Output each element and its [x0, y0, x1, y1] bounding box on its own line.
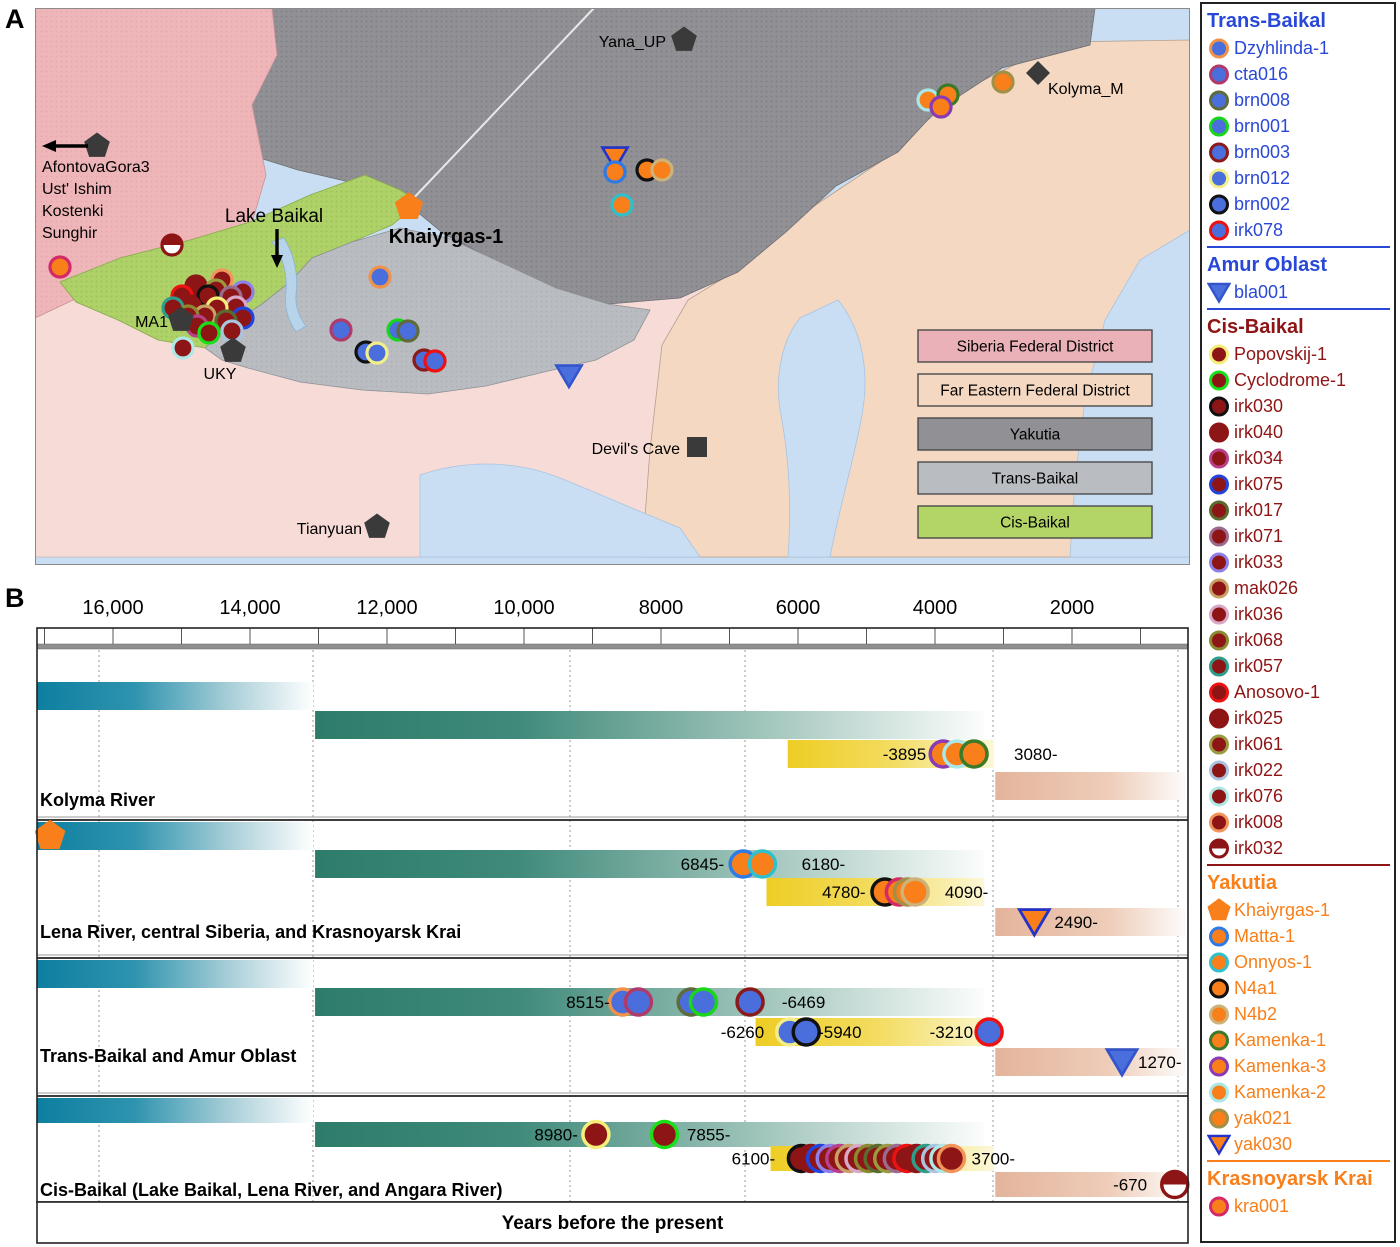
marker-icon: [1207, 394, 1231, 418]
panel-a-label: A: [5, 4, 25, 34]
marker-icon-shape: [1211, 1006, 1228, 1023]
map-marker-brn012: [367, 343, 387, 363]
map-region-legend-label: Siberia Federal District: [956, 338, 1114, 356]
legend-item-irk025: [1207, 705, 1394, 731]
marker-icon: [1207, 1132, 1231, 1156]
date-label: -3895: [882, 745, 927, 764]
marker-icon-shape: [1207, 898, 1230, 920]
marker-icon: [1207, 836, 1231, 860]
legend-item-label: Khaiyrgas-1: [1234, 899, 1331, 920]
legend-item-label: irk036: [1234, 603, 1284, 624]
legend-item-label: brn001: [1234, 115, 1291, 136]
legend-item-label: yak030: [1234, 1133, 1293, 1154]
legend-item-Matta-1: [1207, 923, 1394, 949]
timeline-row: [37, 955, 1188, 1076]
legend-item-label: kra001: [1234, 1195, 1290, 1216]
legend-item-label: cta016: [1234, 63, 1289, 84]
bar-teal: [37, 960, 313, 988]
marker-icon-shape: [1211, 980, 1228, 997]
marker-icon: [1207, 706, 1231, 730]
legend-item-irk033: [1207, 549, 1394, 575]
marker-icon: [1207, 1054, 1231, 1078]
marker-icon: [1207, 524, 1231, 548]
marker-icon-shape: [1211, 1198, 1228, 1215]
legend-item-label: irk076: [1234, 785, 1284, 806]
bar-teal: [37, 822, 313, 850]
site-label-Kolyma_M: Kolyma_M: [1048, 81, 1124, 98]
marker-icon: [1207, 628, 1231, 652]
legend-item-N4a1: [1207, 975, 1394, 1001]
date-label: 8515-: [566, 993, 610, 1012]
map-region-legend-item: [918, 506, 1152, 538]
marker-icon-shape: [1211, 684, 1228, 701]
timeline-marker-Kamenka-1: [961, 741, 987, 767]
axis-tick-label: 10,000: [493, 597, 555, 619]
date-label: -5940: [818, 1023, 862, 1042]
map-region-legend-item: [918, 418, 1152, 450]
marker-icon: [1207, 976, 1231, 1000]
marker-icon-shape: [1211, 144, 1228, 161]
panel-b-label: B: [5, 583, 25, 613]
map-marker-irk032: [162, 235, 182, 255]
marker-icon-shape: [1211, 658, 1228, 675]
legend-item-label: mak026: [1234, 577, 1299, 598]
marker-icon: [1207, 368, 1231, 392]
legend-section-title: Trans-Baikal: [1207, 9, 1326, 32]
marker-icon-shape: [1211, 814, 1228, 831]
marker-icon-shape: [1211, 580, 1228, 597]
timeline-marker-cta016: [625, 989, 651, 1015]
map-marker-irk078: [425, 351, 445, 371]
marker-icon-shape: [1211, 1110, 1228, 1127]
marker-icon-shape: [1211, 632, 1228, 649]
legend-item-label: brn012: [1234, 167, 1291, 188]
marker-icon: [1207, 88, 1231, 112]
legend-item-yak021: [1207, 1105, 1394, 1131]
legend-divider: [1207, 1160, 1390, 1162]
legend-item-label: N4b2: [1234, 1003, 1278, 1024]
timeline-marker-Cyclodrome-1: [651, 1122, 677, 1148]
legend-item-cta016: [1207, 61, 1394, 87]
legend-divider: [1207, 864, 1390, 866]
map-marker-cta016: [331, 320, 351, 340]
marker-icon: [1207, 732, 1231, 756]
axis-tick-label: 2000: [1049, 597, 1095, 619]
bar-dark: [315, 711, 984, 739]
legend-item-label: N4a1: [1234, 977, 1278, 998]
legend-section-title: Krasnoyarsk Krai: [1207, 1167, 1373, 1190]
marker-icon: [1207, 1002, 1231, 1026]
date-label: -670: [1113, 1175, 1148, 1195]
date-label: 1270-: [1138, 1053, 1182, 1072]
map-marker-Cyclodrome-1: [199, 323, 219, 343]
marker-icon-shape: [1209, 284, 1230, 302]
legend-item-label: irk030: [1234, 395, 1284, 416]
legend-item-mak026: [1207, 575, 1394, 601]
west-site-name: Sunghir: [42, 225, 98, 242]
legend-item-irk075: [1207, 471, 1394, 497]
legend-item-irk076: [1207, 783, 1394, 809]
legend-item-label: irk057: [1234, 655, 1284, 676]
legend-item-label: irk017: [1234, 499, 1284, 520]
map-region-legend-item: [918, 330, 1152, 362]
row-label: Cis-Baikal (Lake Baikal, Lena River, and Angara River): [40, 1180, 503, 1200]
axis-tick-label: 6000: [775, 597, 821, 619]
marker-icon: [1207, 420, 1231, 444]
date-label: 6100-: [731, 1149, 776, 1169]
marker-icon-shape: [1211, 1032, 1228, 1049]
bar-dark: [315, 850, 984, 878]
marker-icon-shape: [1211, 762, 1228, 779]
map-marker-N4b2: [652, 160, 672, 180]
row-label: Trans-Baikal and Amur Oblast: [40, 1046, 297, 1066]
legend-item-irk040: [1207, 419, 1394, 445]
legend-item-irk022: [1207, 757, 1394, 783]
map-marker-brn008: [398, 321, 418, 341]
legend-item-N4b2: [1207, 1001, 1394, 1027]
legend-item-label: brn002: [1234, 193, 1291, 214]
legend-item-brn008: [1207, 87, 1394, 113]
marker-icon: [1207, 1080, 1231, 1104]
marker-icon-shape: [1209, 1136, 1230, 1154]
marker-icon-shape: [1211, 528, 1228, 545]
axis-tick-label: 12,000: [356, 597, 418, 619]
marker-icon-shape: [1211, 40, 1228, 57]
legend-item-brn002: [1207, 191, 1394, 217]
legend-item-label: irk034: [1234, 447, 1284, 468]
timeline-marker-irk008: [938, 1146, 964, 1172]
marker-icon-shape: [1211, 788, 1228, 805]
marker-icon: [1207, 446, 1231, 470]
marker-icon-shape: [1211, 450, 1228, 467]
marker-icon: [1207, 1028, 1231, 1052]
legend-item-label: Kamenka-3: [1234, 1055, 1327, 1076]
marker-icon-shape: [1211, 606, 1228, 623]
marker-icon: [1207, 62, 1231, 86]
legend-item-label: Dzyhlinda-1: [1234, 37, 1330, 58]
legend-item-bla001: [1207, 279, 1394, 305]
legend-item-Anosovo-1: [1207, 679, 1394, 705]
legend-item-label: Matta-1: [1234, 925, 1296, 946]
marker-icon: [1207, 898, 1231, 922]
legend-item-irk034: [1207, 445, 1394, 471]
axis-tick-label: 14,000: [219, 597, 281, 619]
marker-icon: [1207, 550, 1231, 574]
site-label-MA1: MA1: [135, 314, 168, 331]
timeline-row: [37, 1093, 1188, 1200]
map-region-legend-label: Trans-Baikal: [991, 470, 1079, 488]
marker-icon: [1207, 654, 1231, 678]
legend-item-label: irk075: [1234, 473, 1284, 494]
marker-icon: [1207, 498, 1231, 522]
legend-item-Kamenka-3: [1207, 1053, 1394, 1079]
legend-item-label: irk022: [1234, 759, 1284, 780]
row-label: Kolyma River: [40, 790, 156, 810]
legend-section-title: Yakutia: [1207, 871, 1278, 894]
marker-icon-shape: [1211, 196, 1228, 213]
marker-icon-shape: [1211, 954, 1228, 971]
map-marker-Kamenka-3: [931, 97, 951, 117]
map-marker-Matta-1: [605, 162, 625, 182]
marker-icon-shape: [1211, 710, 1228, 727]
west-site-name: Kostenki: [42, 203, 104, 220]
legend-item-label: Anosovo-1: [1234, 681, 1321, 702]
legend-item-yak030: [1207, 1131, 1394, 1157]
legend-item-irk061: [1207, 731, 1394, 757]
marker-icon-shape: [1211, 92, 1228, 109]
legend-item-irk036: [1207, 601, 1394, 627]
marker-icon-shape: [1211, 346, 1228, 363]
legend-divider: [1207, 246, 1390, 248]
legend-item-label: yak021: [1234, 1107, 1293, 1128]
marker-icon-shape: [1211, 736, 1228, 753]
map-marker-Dzyhlinda-1: [370, 267, 390, 287]
legend-item-irk057: [1207, 653, 1394, 679]
marker-icon-shape: [1211, 1084, 1228, 1101]
legend-item-irk078: [1207, 217, 1394, 243]
timeline-marker-Onnyos-1: [749, 851, 775, 877]
legend-item-irk030: [1207, 393, 1394, 419]
site-label-Tianyuan: Tianyuan: [296, 521, 362, 538]
timeline-row: [35, 817, 1188, 942]
map-marker-kra001: [50, 257, 70, 277]
bar-pink: [995, 772, 1185, 800]
legend-item-irk017: [1207, 497, 1394, 523]
legend-item-label: irk025: [1234, 707, 1284, 728]
date-label: 8980-: [534, 1125, 578, 1145]
x-axis-title: Years before the present: [501, 1213, 724, 1234]
legend-item-label: Kamenka-2: [1234, 1081, 1327, 1102]
legend-item-label: bla001: [1234, 281, 1289, 302]
marker-icon: [1207, 810, 1231, 834]
marker-icon-shape: [1211, 840, 1228, 857]
legend-item-label: Onnyos-1: [1234, 951, 1313, 972]
map-region-legend-label: Far Eastern Federal District: [940, 382, 1130, 400]
marker-icon-shape: [1211, 398, 1228, 415]
marker-icon: [1207, 140, 1231, 164]
timeline-row: [37, 682, 1185, 810]
site-label-UKY: UKY: [203, 366, 237, 383]
marker-icon-shape: [1211, 928, 1228, 945]
map-region-legend-item: [918, 462, 1152, 494]
marker-icon: [1207, 758, 1231, 782]
axis-tick-label: 8000: [638, 597, 684, 619]
timeline-marker-brn002: [793, 1019, 819, 1045]
map-panel: [35, 8, 1190, 565]
legend-item-label: Kamenka-1: [1234, 1029, 1327, 1050]
marker-icon: [1207, 218, 1231, 242]
map-marker-irk022: [222, 321, 242, 341]
timeline-marker-Popovskij-1: [583, 1122, 609, 1148]
legend-item-label: Cyclodrome-1: [1234, 369, 1347, 390]
legend-item-irk071: [1207, 523, 1394, 549]
marker-icon: [1207, 114, 1231, 138]
date-label: 3080-: [1014, 745, 1058, 764]
site-label-Devils-Cave: Devil's Cave: [591, 441, 680, 458]
marker-icon: [1207, 576, 1231, 600]
legend-item-label: irk033: [1234, 551, 1284, 572]
date-label: 2490-: [1054, 913, 1098, 932]
map-region-legend-label: Cis-Baikal: [1000, 514, 1070, 532]
khaiyrgas-label: Khaiyrgas-1: [388, 226, 504, 248]
marker-icon: [1207, 166, 1231, 190]
marker-icon: [1207, 342, 1231, 366]
marker-icon: [1207, 36, 1231, 60]
legend-item-Khaiyrgas-1: [1207, 897, 1394, 923]
legend-item-Kamenka-1: [1207, 1027, 1394, 1053]
legend-item-irk032: [1207, 835, 1394, 861]
legend-item-Popovskij-1: [1207, 341, 1394, 367]
marker-icon-shape: [1211, 222, 1228, 239]
legend-item-label: irk008: [1234, 811, 1284, 832]
marker-icon-shape: [1211, 372, 1228, 389]
legend-item-brn003: [1207, 139, 1394, 165]
timeline-marker-N4b2: [902, 879, 928, 905]
marker-icon-shape: [1211, 170, 1228, 187]
date-label: -6260: [720, 1023, 765, 1042]
marker-icon: [1207, 1194, 1231, 1218]
date-label: 4090-: [944, 883, 989, 902]
marker-icon-shape: [1211, 476, 1228, 493]
legend-item-label: brn003: [1234, 141, 1291, 162]
legend-item-Dzyhlinda-1: [1207, 35, 1394, 61]
map-marker-irk076: [173, 338, 193, 358]
legend-item-Kamenka-2: [1207, 1079, 1394, 1105]
marker-icon-shape: [1211, 424, 1228, 441]
axis-tick-label: 4000: [912, 597, 958, 619]
marker-icon: [1207, 280, 1231, 304]
marker-icon: [1207, 192, 1231, 216]
legend-item-Cyclodrome-1: [1207, 367, 1394, 393]
marker-icon: [1207, 1106, 1231, 1130]
legend-item-brn001: [1207, 113, 1394, 139]
marker-icon: [1207, 680, 1231, 704]
axis-tick-label: 16,000: [82, 597, 144, 619]
date-label: 3700-: [971, 1149, 1016, 1169]
site-marker-Devils-Cave: [687, 437, 707, 457]
timeline-marker-brn001: [690, 989, 716, 1015]
sample-legend: [1200, 2, 1396, 1243]
map-region-legend-label: Yakutia: [1009, 426, 1061, 444]
marker-icon: [1207, 472, 1231, 496]
marker-icon-shape: [1211, 66, 1228, 83]
legend-item-label: irk071: [1234, 525, 1284, 546]
marker-icon: [1207, 784, 1231, 808]
west-site-name: Ust' Ishim: [42, 181, 112, 198]
legend-item-label: irk078: [1234, 219, 1284, 240]
marker-icon: [1207, 602, 1231, 626]
west-site-name: AfontovaGora3: [42, 159, 150, 176]
site-label-Yana_UP: Yana_UP: [598, 34, 666, 51]
timeline-marker-brn003: [737, 989, 763, 1015]
date-label: 6845-: [680, 855, 725, 874]
legend-item-kra001: [1207, 1193, 1394, 1219]
legend-item-label: brn008: [1234, 89, 1291, 110]
date-label: -3210: [929, 1023, 974, 1042]
marker-icon-shape: [1211, 118, 1228, 135]
map-region-legend-item: [918, 374, 1152, 406]
map-marker-Onnyos-1: [612, 195, 632, 215]
date-label: 6180-: [801, 855, 846, 874]
date-label: -6469: [781, 993, 826, 1012]
lake-baikal-label: Lake Baikal: [224, 206, 324, 227]
date-label: 4780-: [822, 883, 866, 902]
legend-section-title: Cis-Baikal: [1207, 315, 1304, 338]
date-label: 7855-: [686, 1125, 731, 1145]
marker-icon: [1207, 924, 1231, 948]
timeline-panel: [35, 578, 1190, 1247]
marker-icon: [1207, 950, 1231, 974]
legend-item-label: Popovskij-1: [1234, 343, 1328, 364]
bar-pink: [995, 1172, 1185, 1197]
legend-item-label: irk040: [1234, 421, 1284, 442]
legend-item-irk068: [1207, 627, 1394, 653]
legend-divider: [1207, 308, 1390, 310]
legend-item-label: irk061: [1234, 733, 1284, 754]
bar-teal: [37, 1098, 313, 1123]
legend-item-irk008: [1207, 809, 1394, 835]
marker-icon-shape: [1211, 502, 1228, 519]
bar-teal: [37, 682, 313, 710]
map-marker-yak021: [993, 72, 1013, 92]
row-label: Lena River, central Siberia, and Krasnoyarsk Krai: [40, 922, 462, 942]
marker-icon-shape: [1211, 1058, 1228, 1075]
marker-icon-shape: [1211, 554, 1228, 571]
legend-item-Onnyos-1: [1207, 949, 1394, 975]
legend-item-label: irk032: [1234, 837, 1284, 858]
legend-section-title: Amur Oblast: [1207, 253, 1328, 276]
legend-item-label: irk068: [1234, 629, 1284, 650]
timeline-marker-irk032: [1162, 1172, 1188, 1198]
legend-item-brn012: [1207, 165, 1394, 191]
timeline-marker-irk078: [976, 1019, 1002, 1045]
